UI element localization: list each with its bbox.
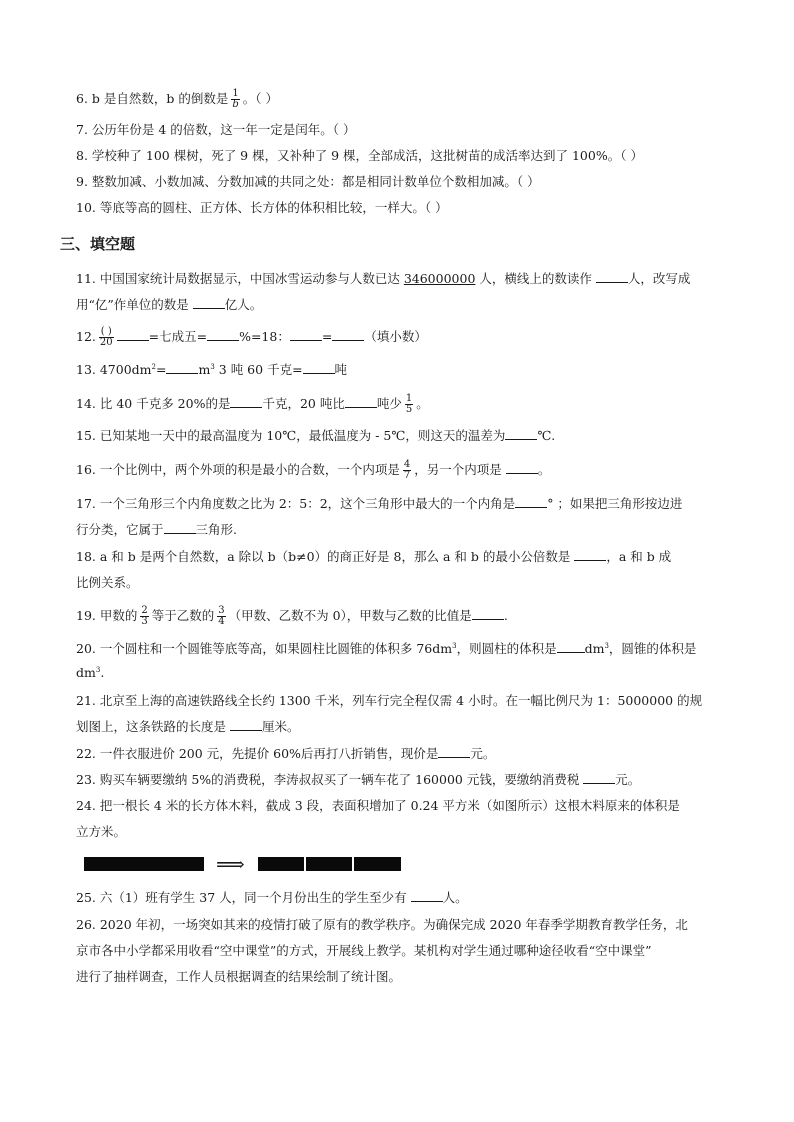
question-7: 7. 公历年份是 4 的倍数，这一年一定是闰年。（ ） <box>76 122 356 137</box>
answer-blank[interactable] <box>574 560 606 561</box>
answer-blank[interactable] <box>557 652 585 653</box>
arrow-right-icon: ⟹ <box>216 852 245 876</box>
answer-blank[interactable] <box>438 757 470 758</box>
question-18-cont: 比例关系。 <box>76 575 139 590</box>
answer-blank[interactable] <box>164 533 196 534</box>
question-9: 9. 整数加减、小数加减、分数加减的共同之处：都是相同计数单位个数相加减。（ ） <box>76 174 540 189</box>
question-11: 11. 中国国家统计局数据显示，中国冰雪运动参与人数已达 346000000 人，横线上的数读作 人，改写成 <box>76 271 691 286</box>
question-20-cont: $dm^3$. <box>76 665 105 680</box>
answer-blank[interactable] <box>345 407 377 408</box>
answer-blank[interactable] <box>303 373 335 374</box>
question-26-cont-1: 京市各中小学都采用收看“空中课堂”的方式，开展线上教学。某机构对学生通过哪种途径收看“空中课堂” <box>76 943 652 958</box>
question-24-cont: 立方米。 <box>76 824 127 839</box>
timber-figure <box>84 850 414 878</box>
answer-blank[interactable] <box>290 340 322 341</box>
answer-blank[interactable] <box>472 619 504 620</box>
answer-blank[interactable] <box>505 439 537 440</box>
answer-blank[interactable] <box>411 901 443 902</box>
answer-blank[interactable] <box>583 783 615 784</box>
answer-blank[interactable] <box>207 340 239 341</box>
answer-blank[interactable] <box>230 730 262 731</box>
question-15: 15. 已知某地一天中的最高温度为 10℃，最低温度为 - 5℃，则这天的温差为 ℃. <box>76 428 556 443</box>
question-10: 10. 等底等高的圆柱、正方体、长方体的体积相比较，一样大。（ ） <box>76 200 448 215</box>
question-19: 19. 甲数的 $\frac{2}{3}$ 等于乙数的 $\frac{3}{4}$ （甲数、乙数不为 0），甲数与乙数的比值是 . <box>76 605 508 627</box>
timber-piece-2 <box>306 857 352 871</box>
fraction: $\frac{2}{3}$ <box>141 605 148 627</box>
section-heading: 三、填空题 <box>60 235 136 253</box>
question-12: 12. $\frac{( )}{20}$ =七成五= %=18： = （填小数） <box>76 326 427 348</box>
question-14: 14. 比 40 千克多 20%的是 千克，20 吨比 吨少 $\frac{1}{5}$ 。 <box>76 393 429 415</box>
question-16: 16. 一个比例中，两个外项的积是最小的合数，一个内项是 $\frac{4}{7}$ ，另一个内项是 。 <box>76 459 551 481</box>
fraction: $\frac{1}{b}$ <box>232 88 239 110</box>
question-22: 22. 一件衣服进价 200 元，先提价 60%后再打八折销售，现价是 元。 <box>76 746 496 761</box>
answer-blank[interactable] <box>506 473 538 474</box>
question-13: 13. $4700dm^2= m^3$ 3 吨 60 千克= 吨 <box>76 362 348 377</box>
fraction: $\frac{1}{5}$ <box>405 393 413 415</box>
question-23: 23. 购买车辆要缴纳 5%的消费税，李涛叔叔买了一辆车花了 160000 元钱，要缴纳消费税 元。 <box>76 772 641 787</box>
answer-blank[interactable] <box>166 373 198 374</box>
answer-blank[interactable] <box>117 340 149 341</box>
answer-blank[interactable] <box>596 282 628 283</box>
question-26: 26. 2020 年初，一场突如其来的疫情打破了原有的教学秩序。为确保完成 2020 年春季学期教育教学任务，北 <box>76 917 688 932</box>
question-21: 21. 北京至上海的高速铁路线全长约 1300 千米，列车行完全程仅需 4 小时。在一幅比例尺为 1：5000000 的规 <box>76 693 703 708</box>
question-17: 17. 一个三角形三个内角度数之比为 2：5：2，这个三角形中最大的一个内角是 ° ；如果把三角形按边进 <box>76 496 683 511</box>
timber-piece-3 <box>354 857 401 871</box>
answer-blank[interactable] <box>230 407 262 408</box>
question-18: 18. a 和 b 是两个自然数，a 除以 b（b≠0）的商正好是 8，那么 a 和 b 的最小公倍数是 ，a 和 b 成 <box>76 549 672 564</box>
answer-blank[interactable] <box>515 507 547 508</box>
question-6: 6. b 是自然数，b 的倒数是 $\frac{1}{b}$ 。（ ） <box>76 88 278 110</box>
fraction: $\frac{3}{4}$ <box>218 605 225 627</box>
answer-blank[interactable] <box>193 308 225 309</box>
timber-piece-1 <box>258 857 304 871</box>
question-11-cont: 用“亿”作单位的数是 亿人。 <box>76 297 263 312</box>
answer-blank[interactable] <box>332 340 364 341</box>
question-17-cont: 行分类，它属于 三角形. <box>76 522 237 537</box>
question-25: 25. 六（1）班有学生 37 人，同一个月份出生的学生至少有 人。 <box>76 890 468 905</box>
fraction: $\frac{( )}{20}$ <box>99 326 113 348</box>
question-8: 8. 学校种了 100 棵树，死了 9 棵，又补种了 9 棵，全部成活，这批树苗的成活率达到了 100%。（ ） <box>76 148 643 163</box>
question-26-cont-2: 进行了抽样调查，工作人员根据调查的结果绘制了统计图。 <box>76 969 402 984</box>
question-21-cont: 划图上，这条铁路的长度是 厘米。 <box>76 719 300 734</box>
question-20: 20. 一个圆柱和一个圆锥等底等高，如果圆柱比圆锥的体积多 $76dm^3$，则圆柱的体积是 $dm^3$，圆锥的体积是 <box>76 641 697 656</box>
whole-timber <box>84 857 204 871</box>
question-24: 24. 把一根长 4 米的长方体木料，截成 3 段，表面积增加了 0.24 平方米（如图所示）这根木料原来的体积是 <box>76 798 680 813</box>
fraction: $\frac{4}{7}$ <box>403 459 411 481</box>
